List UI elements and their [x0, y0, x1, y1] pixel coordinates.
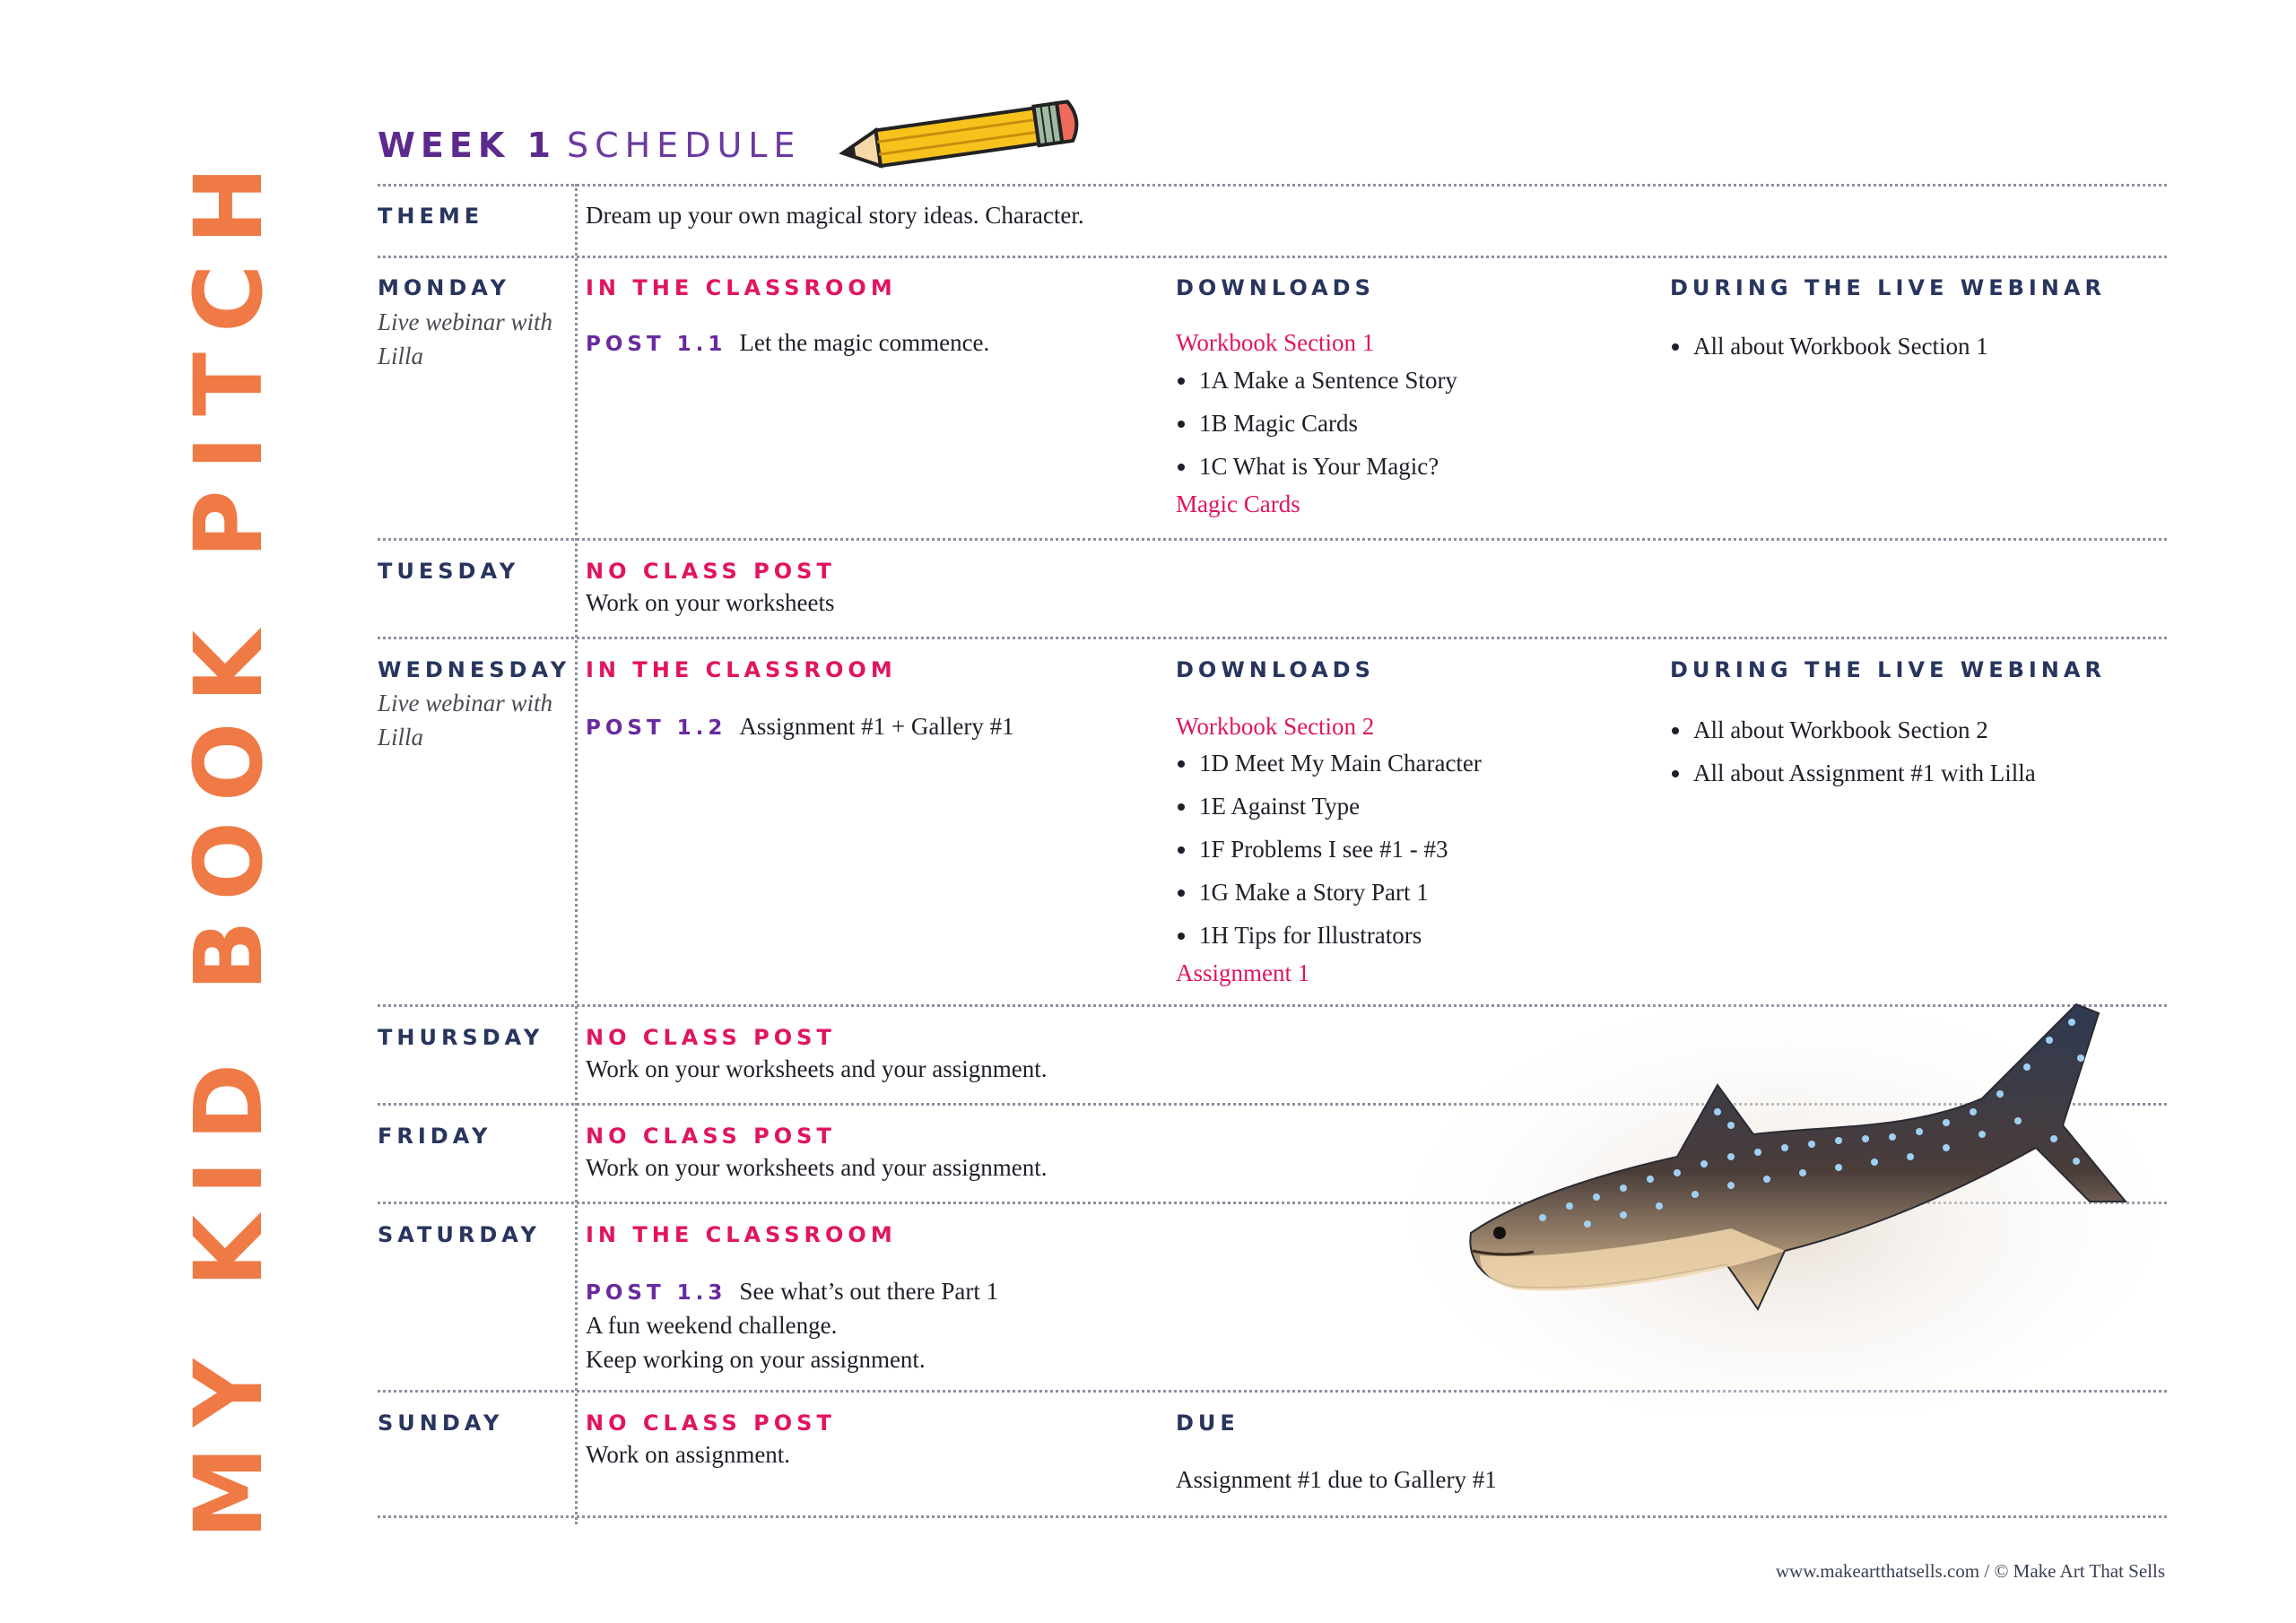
monday-downloads-list — [1176, 363, 1457, 492]
theme-text: Dream up your own magical story ideas. Character. — [586, 202, 1084, 229]
thursday-text: Work on your worksheets and your assignment. — [586, 1055, 1048, 1082]
tuesday-noclass-label: NO CLASS POST — [586, 559, 836, 584]
wednesday-sub: Live webinar with Lilla — [378, 690, 552, 751]
monday-sub: Live webinar with Lilla — [378, 308, 552, 369]
wednesday-label: WEDNESDAY — [378, 657, 571, 682]
post-text: Let the magic commence. — [739, 329, 990, 356]
list-item: All about Workbook Section 2 — [1670, 713, 2036, 756]
row-divider — [378, 256, 2167, 258]
whale-shark-illustration — [1408, 933, 2170, 1417]
monday-extra-link[interactable]: Magic Cards — [1176, 490, 1300, 517]
row-divider — [378, 637, 2167, 639]
tuesday-text: Work on your worksheets — [586, 589, 835, 616]
footer-credit: www.makeartthatsells.com / © Make Art That Sells — [1775, 1560, 2165, 1582]
title-week: WEEK 1 — [378, 126, 556, 165]
side-title: MY KID BOOK PITCH — [174, 146, 283, 1540]
post-tag: POST 1.2 — [586, 716, 727, 740]
list-item: 1G Make a Story Part 1 — [1176, 875, 1482, 918]
sunday-due-label: DUE — [1176, 1410, 1239, 1436]
friday-noclass-label: NO CLASS POST — [586, 1124, 836, 1149]
wednesday-extra-link[interactable]: Assignment 1 — [1176, 959, 1310, 986]
tuesday-label: TUESDAY — [378, 559, 520, 584]
saturday-line1: A fun weekend challenge. — [586, 1312, 838, 1339]
monday-downloads-link[interactable]: Workbook Section 1 — [1176, 329, 1375, 356]
friday-label: FRIDAY — [378, 1124, 492, 1149]
pencil-icon — [836, 93, 1089, 176]
list-item: 1D Meet My Main Character — [1176, 746, 1482, 789]
list-item: 1A Make a Sentence Story — [1176, 363, 1457, 406]
saturday-line2: Keep working on your assignment. — [586, 1346, 926, 1373]
monday-post — [586, 329, 989, 357]
theme-label: THEME — [378, 204, 484, 229]
post-tag: POST 1.1 — [586, 333, 727, 356]
list-item: 1E Against Type — [1176, 789, 1482, 832]
wednesday-classroom-label: IN THE CLASSROOM — [586, 657, 897, 682]
row-divider — [378, 184, 2167, 187]
list-item: 1B Magic Cards — [1176, 406, 1457, 449]
sunday-label: SUNDAY — [378, 1410, 504, 1436]
sunday-due-text: Assignment #1 due to Gallery #1 — [1176, 1466, 1497, 1493]
list-item: 1F Problems I see #1 - #3 — [1176, 832, 1482, 875]
wednesday-webinar-label: DURING THE LIVE WEBINAR — [1670, 657, 2106, 682]
list-item: All about Workbook Section 1 — [1670, 329, 1988, 372]
wednesday-downloads-list — [1176, 746, 1482, 961]
post-text: See what’s out there Part 1 — [739, 1278, 999, 1305]
wednesday-downloads-label: DOWNLOADS — [1176, 657, 1375, 682]
list-item: All about Assignment #1 with Lilla — [1670, 756, 2036, 799]
title-schedule: SCHEDULE — [566, 126, 802, 165]
monday-webinar-list — [1670, 329, 1988, 372]
saturday-classroom-label: IN THE CLASSROOM — [586, 1222, 897, 1247]
column-divider — [575, 184, 578, 1524]
thursday-label: THURSDAY — [378, 1025, 544, 1050]
page-title — [378, 126, 801, 165]
monday-downloads-label: DOWNLOADS — [1176, 275, 1375, 300]
wednesday-webinar-list — [1670, 713, 2036, 799]
sunday-text: Work on assignment. — [586, 1441, 791, 1468]
friday-text: Work on your worksheets and your assignment. — [586, 1154, 1048, 1181]
list-item: 1C What is Your Magic? — [1176, 449, 1457, 492]
row-divider — [378, 1515, 2167, 1518]
wednesday-downloads-link[interactable]: Workbook Section 2 — [1176, 713, 1375, 740]
thursday-noclass-label: NO CLASS POST — [586, 1025, 836, 1050]
list-item: 1H Tips for Illustrators — [1176, 918, 1482, 961]
monday-webinar-label: DURING THE LIVE WEBINAR — [1670, 275, 2106, 300]
row-divider — [378, 538, 2167, 541]
wednesday-post — [586, 713, 1014, 741]
post-tag: POST 1.3 — [586, 1281, 727, 1305]
saturday-post — [586, 1278, 998, 1306]
saturday-label: SATURDAY — [378, 1222, 541, 1247]
monday-classroom-label: IN THE CLASSROOM — [586, 275, 897, 300]
post-text: Assignment #1 + Gallery #1 — [739, 713, 1014, 740]
monday-label: MONDAY — [378, 275, 510, 300]
sunday-noclass-label: NO CLASS POST — [586, 1410, 836, 1436]
